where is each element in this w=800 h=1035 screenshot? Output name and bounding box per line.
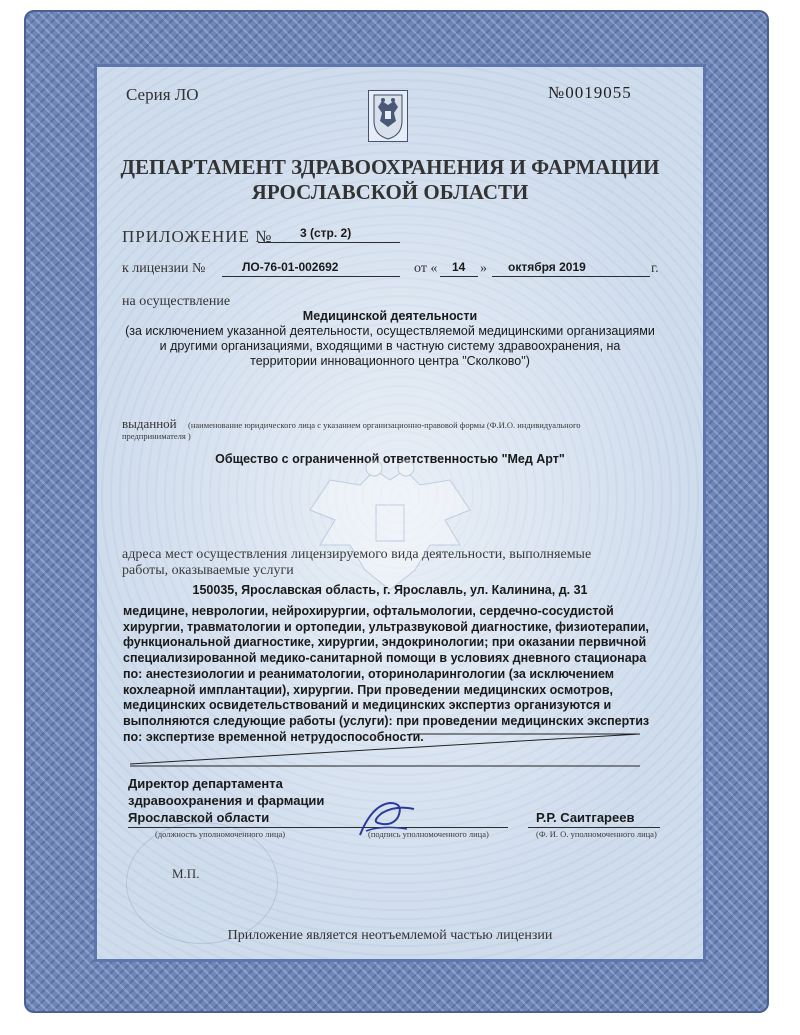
issued-note-2: предпринимателя ): [122, 431, 191, 441]
address-label-line-1: адреса мест осуществления лицензируемого вида деятельности, выполняемые: [122, 547, 592, 562]
caption-signature: (подпись уполномоченного лица): [368, 829, 489, 839]
license-form-number: №0019055: [548, 83, 632, 102]
services-list: [123, 604, 653, 745]
position-line-3: Ярославской области: [128, 810, 270, 825]
services-line: выполняются следующие работы (услуги): при проведении медицинских экспертиз: [123, 713, 650, 728]
license-number: ЛО-76-01-002692: [242, 260, 339, 274]
activity-line-2: и другими организациями, входящими в частную систему здравоохранения, на: [159, 339, 621, 353]
series-label: Серия ЛО: [126, 85, 199, 104]
position-line-1: Директор департамента: [128, 776, 283, 791]
activity-label: на осуществление: [122, 294, 231, 309]
services-line: медицине, неврологии, нейрохирургии, офтальмологии, сердечно-сосудистой: [123, 604, 614, 618]
issued-note-1: (наименование юридического лица с указанием организационно-правовой формы (Ф.И.О. индивидуального: [188, 420, 581, 430]
issued-label: выданной: [122, 416, 177, 431]
caption-position: (должность уполномоченного лица): [155, 829, 286, 839]
license-label: к лицензии №: [122, 261, 206, 276]
license-date-from-label: от «: [414, 261, 438, 276]
address-label-line-2: работы, оказываемые услуги: [122, 563, 294, 578]
services-line: функциональной диагностике, хирургии, эндокринологии; при оказании первичной: [123, 635, 647, 650]
address-label: [122, 547, 591, 579]
license-month-year: октября 2019: [508, 260, 586, 274]
services-line: по: анестезиологии и реаниматологии, оториноларингологии (за исключением: [123, 666, 614, 681]
license-date-close: »: [480, 261, 487, 276]
position-line-2: здравоохранения и фармации: [128, 793, 325, 808]
activity-line-3: территории инновационного центра "Сколково"): [250, 354, 530, 368]
services-line: хирургии, травматологии и ортопедии, ультразвуковой диагностике, физиотерапии,: [123, 619, 650, 634]
license-day: 14: [452, 260, 466, 274]
address-value: 150035, Ярославская область, г. Ярославль, ул. Калинина, д. 31: [192, 583, 588, 597]
services-line: по: экспертизе временной нетрудоспособности.: [123, 729, 424, 744]
seal-place-label: М.П.: [172, 866, 200, 881]
activity-description: [110, 309, 670, 369]
services-line: медицинских освидетельствований и медицинских экспертиз организуются и: [123, 698, 612, 713]
department-line-1: ДЕПАРТАМЕНТ ЗДРАВООХРАНЕНИЯ И ФАРМАЦИИ: [120, 155, 660, 179]
activity-line-1: (за исключением указанной деятельности, осуществляемой медицинскими организациями: [125, 324, 655, 338]
closing-lines: [120, 728, 655, 770]
services-line: кохлеарной имплантации), хирургии. При проведении медицинских осмотров,: [123, 682, 614, 697]
footer-note: Приложение является неотъемлемой частью лицензии: [227, 928, 553, 943]
organization-name: Общество с ограниченной ответственностью "Мед Арт": [215, 452, 565, 466]
signatory-position: [128, 775, 324, 826]
caption-name: (Ф. И. О. уполномоченного лица): [536, 829, 657, 839]
license-year-suffix: г.: [651, 261, 659, 276]
activity-title: Медицинской деятельности: [302, 309, 478, 323]
services-line: специализированной медико-санитарной помощи в условиях дневного стационара: [123, 651, 647, 666]
appendix-label: ПРИЛОЖЕНИЕ №: [122, 227, 273, 246]
signatory-name: Р.Р. Саитгареев: [536, 810, 635, 825]
department-line-2: ЯРОСЛАВСКОЙ ОБЛАСТИ: [251, 180, 529, 204]
issuing-authority: [120, 155, 660, 205]
official-seal: [126, 822, 278, 944]
appendix-number: 3 (стр. 2): [300, 226, 352, 240]
coat-of-arms-icon: [368, 90, 408, 142]
